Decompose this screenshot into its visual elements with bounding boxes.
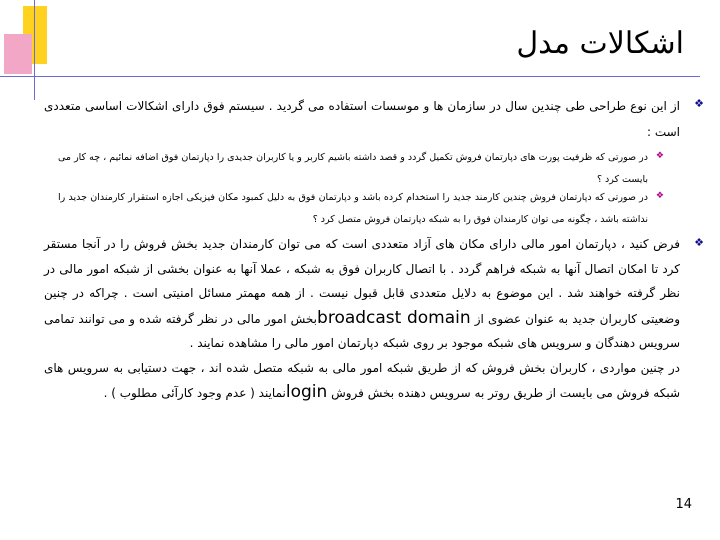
term-broadcast-domain: broadcast domain: [317, 307, 471, 328]
decorative-vertical-line: [34, 0, 35, 100]
decorative-pink-square: [4, 34, 32, 74]
page-number: 14: [675, 497, 692, 512]
bullet-2-continuation-start: در چنین مواردی ، کاربران بخش فروش که از طریق شبکه امور مالی به شبکه متصل شده اند ، جهت دستیابی به سرویس های شبکه فروش می بایست از طریق روتر به سرویس دهنده بخش فروش: [44, 360, 680, 400]
sub-bullet-text-1: در صورتی که ظرفیت پورت های دپارتمان فروش تکمیل گردد و قصد داشته باشیم کاربر و یا کاربران جدیدی را دپارتمان فوق اضافه نمائیم ، چه کار می بایست کرد ؟: [58, 152, 648, 185]
diamond-bullet-icon: ❖: [694, 236, 704, 249]
title-underline: [0, 76, 700, 77]
diamond-bullet-icon: ❖: [694, 97, 704, 110]
bullet-2-continuation-end: نمایند ( عدم وجود کارآئی مطلوب ) .: [103, 386, 286, 400]
bullet-2-text-end: بخش امور مالی در نظر گرفته شده و می توانند تمامی سرویس دهندگان و سرویس های شبکه موجود بر روی شبکه دپارتمان امور مالی را مشاهده نمایند .: [44, 311, 680, 350]
bullet-2-text-start: فرض کنید ، دپارتمان امور مالی دارای مکان های آزاد متعددی است که می توان کارمندان جدید بخش فروش را در آنجا مستقر کرد تا امکان اتصال آنها به شبکه فراهم گردد . با اتصال کاربران فوق به شبکه ، عملا آنها به عنوان بخشی از شبکه امور مالی در نظر گرفته خواهند شد . این موضوع به دلایل متعددی قابل قبول نیست . از همه مهمتر مسائل امنیتی است . چراکه در چنین وضعیتی کاربران جدید به عنوان عضوی از: [44, 237, 680, 326]
slide-title: اشکالات مدل: [516, 26, 684, 61]
diamond-bullet-icon: ❖: [655, 191, 664, 201]
bullet-text-1: از این نوع طراحی طی چندین سال در سازمان ها و موسسات استفاده می گردید . سیستم فوق دارای اشکالات اساسی متعددی است :: [44, 99, 680, 139]
diamond-bullet-icon: ❖: [655, 151, 664, 161]
bullet-text-2: [44, 232, 680, 406]
sub-bullet-text-2: در صورتی که دپارتمان فروش چندین کارمند جدید را استخدام کرده باشد و دپارتمان فوق به دلیل کمبود مکان فیزیکی اجازه استقرار کارمندان جدید را نداشته باشد ، چگونه می توان کارمندان فوق را به شبکه دپارتمان فروش متصل کرد ؟: [58, 192, 648, 225]
term-login: login: [285, 382, 328, 402]
